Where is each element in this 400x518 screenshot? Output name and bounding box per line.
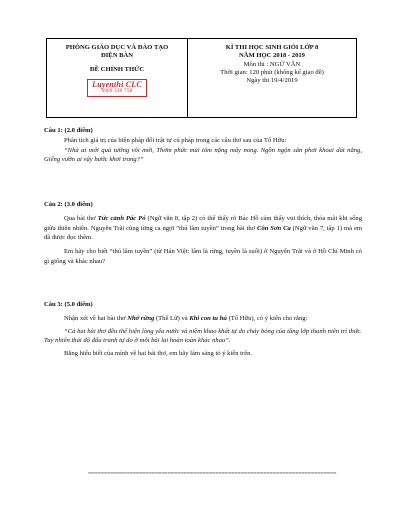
question-2-paragraph-2: Em hãy cho biết “thú lâm tuyền” (từ Hán Việt: lâm là rừng, tuyền là suối) ở Nguyễn Trãi và ở Hồ Chí Minh có gì giống và khác nhau? [44,248,362,265]
q2-text-a: Qua bài thơ [64,214,98,222]
q2-poem-title-1: Tức cảnh Pác Pó [97,214,146,222]
q3-text-b: (Thế Lữ) và [154,314,190,322]
q2-text-c: (Ngữ văn 7, tập 1) mà em đã được đọc thêm. [44,224,363,242]
question-3-paragraph-1 [44,314,362,324]
exam-date: Ngày thi 19/4/2019 [246,77,298,85]
q3-text-a: Nhận xét về hai bài thơ [64,314,128,322]
question-1-instruction: Phân tích giá trị của biện pháp đối trật tự cú pháp trong các câu thơ sau của Tố Hữu: [64,136,287,144]
stamp-phone-text: 0969 330 758 [101,88,133,94]
question-1-quote: “Nhà ai mới quá tường vôi mới, Thơm phức mùi tôm nặng mẩy nong. Ngồn ngộn sân phơi khoai dát nắng, Giếng vườn ai vậy bước khơi trong?” [44,146,362,164]
exam-header-table [46,38,357,118]
official-exam-label: ĐỀ CHÍNH THỨC [89,65,145,73]
q2-text-b: (Ngữ văn 8, tập 2) có thể thấy rõ Bác Hồ cảm thấy vui thích, thỏa mãi khi sống giữa thiên nhiên. Nguyễn Trãi cũng từng ca ngợi “thú lâm tuyền” trong bài thơ [44,214,363,232]
district-name: ĐIỆN BÀN [100,52,134,60]
question-1-heading: Câu 1: (2.0 điểm) [44,127,93,134]
exam-title: KÌ THI HỌC SINH GIỎI LỚP 8 [225,44,319,51]
q2-poem-title-2: Côn Sơn Ca [257,224,291,232]
question-3 [44,300,362,359]
school-year: NĂM HỌC 2018 - 2019 [239,52,305,60]
question-3-paragraph-2: Bằng hiểu biết của mình về hai bài thơ, em hãy làm sáng tỏ ý kiến trên. [64,350,253,358]
exam-subject: Môn thi : NGỮ VĂN [243,60,301,68]
question-3-heading: Câu 3: (5.0 điểm) [44,301,93,308]
brand-stamp [87,79,147,97]
question-3-quote: “Cả hai bài thơ đều thể hiện lòng yêu nước và niềm khao khát tự do cháy bỏng của tầng lớp thanh niên trí thức. Tuy nhiên thái độ đấu tranh tự do ở mỗi bài lại hoàn toàn khác nhau”. [44,327,362,345]
question-2-heading: Câu 2: (3.0 điểm) [44,201,93,208]
header-right-cell [188,39,356,117]
department-name: PHÒNG GIÁO DỤC VÀ ĐÀO TẠO [65,44,169,51]
question-1 [44,126,362,165]
end-divider: ============================================================================== [88,471,337,477]
q3-text-c: (Tố Hữu), có ý kiến cho rằng: [226,314,308,322]
question-2 [44,200,362,267]
q3-poem-title-1: Nhớ rừng [127,314,155,322]
q3-poem-title-2: Khi con tu hú [189,314,227,322]
header-left-cell [47,39,188,117]
exam-duration: Thời gian: 120 phút (không kể giao đề) [220,68,324,76]
stamp-brand-text: Luyenthi CLC [92,79,142,89]
question-2-paragraph-1 [44,214,362,243]
